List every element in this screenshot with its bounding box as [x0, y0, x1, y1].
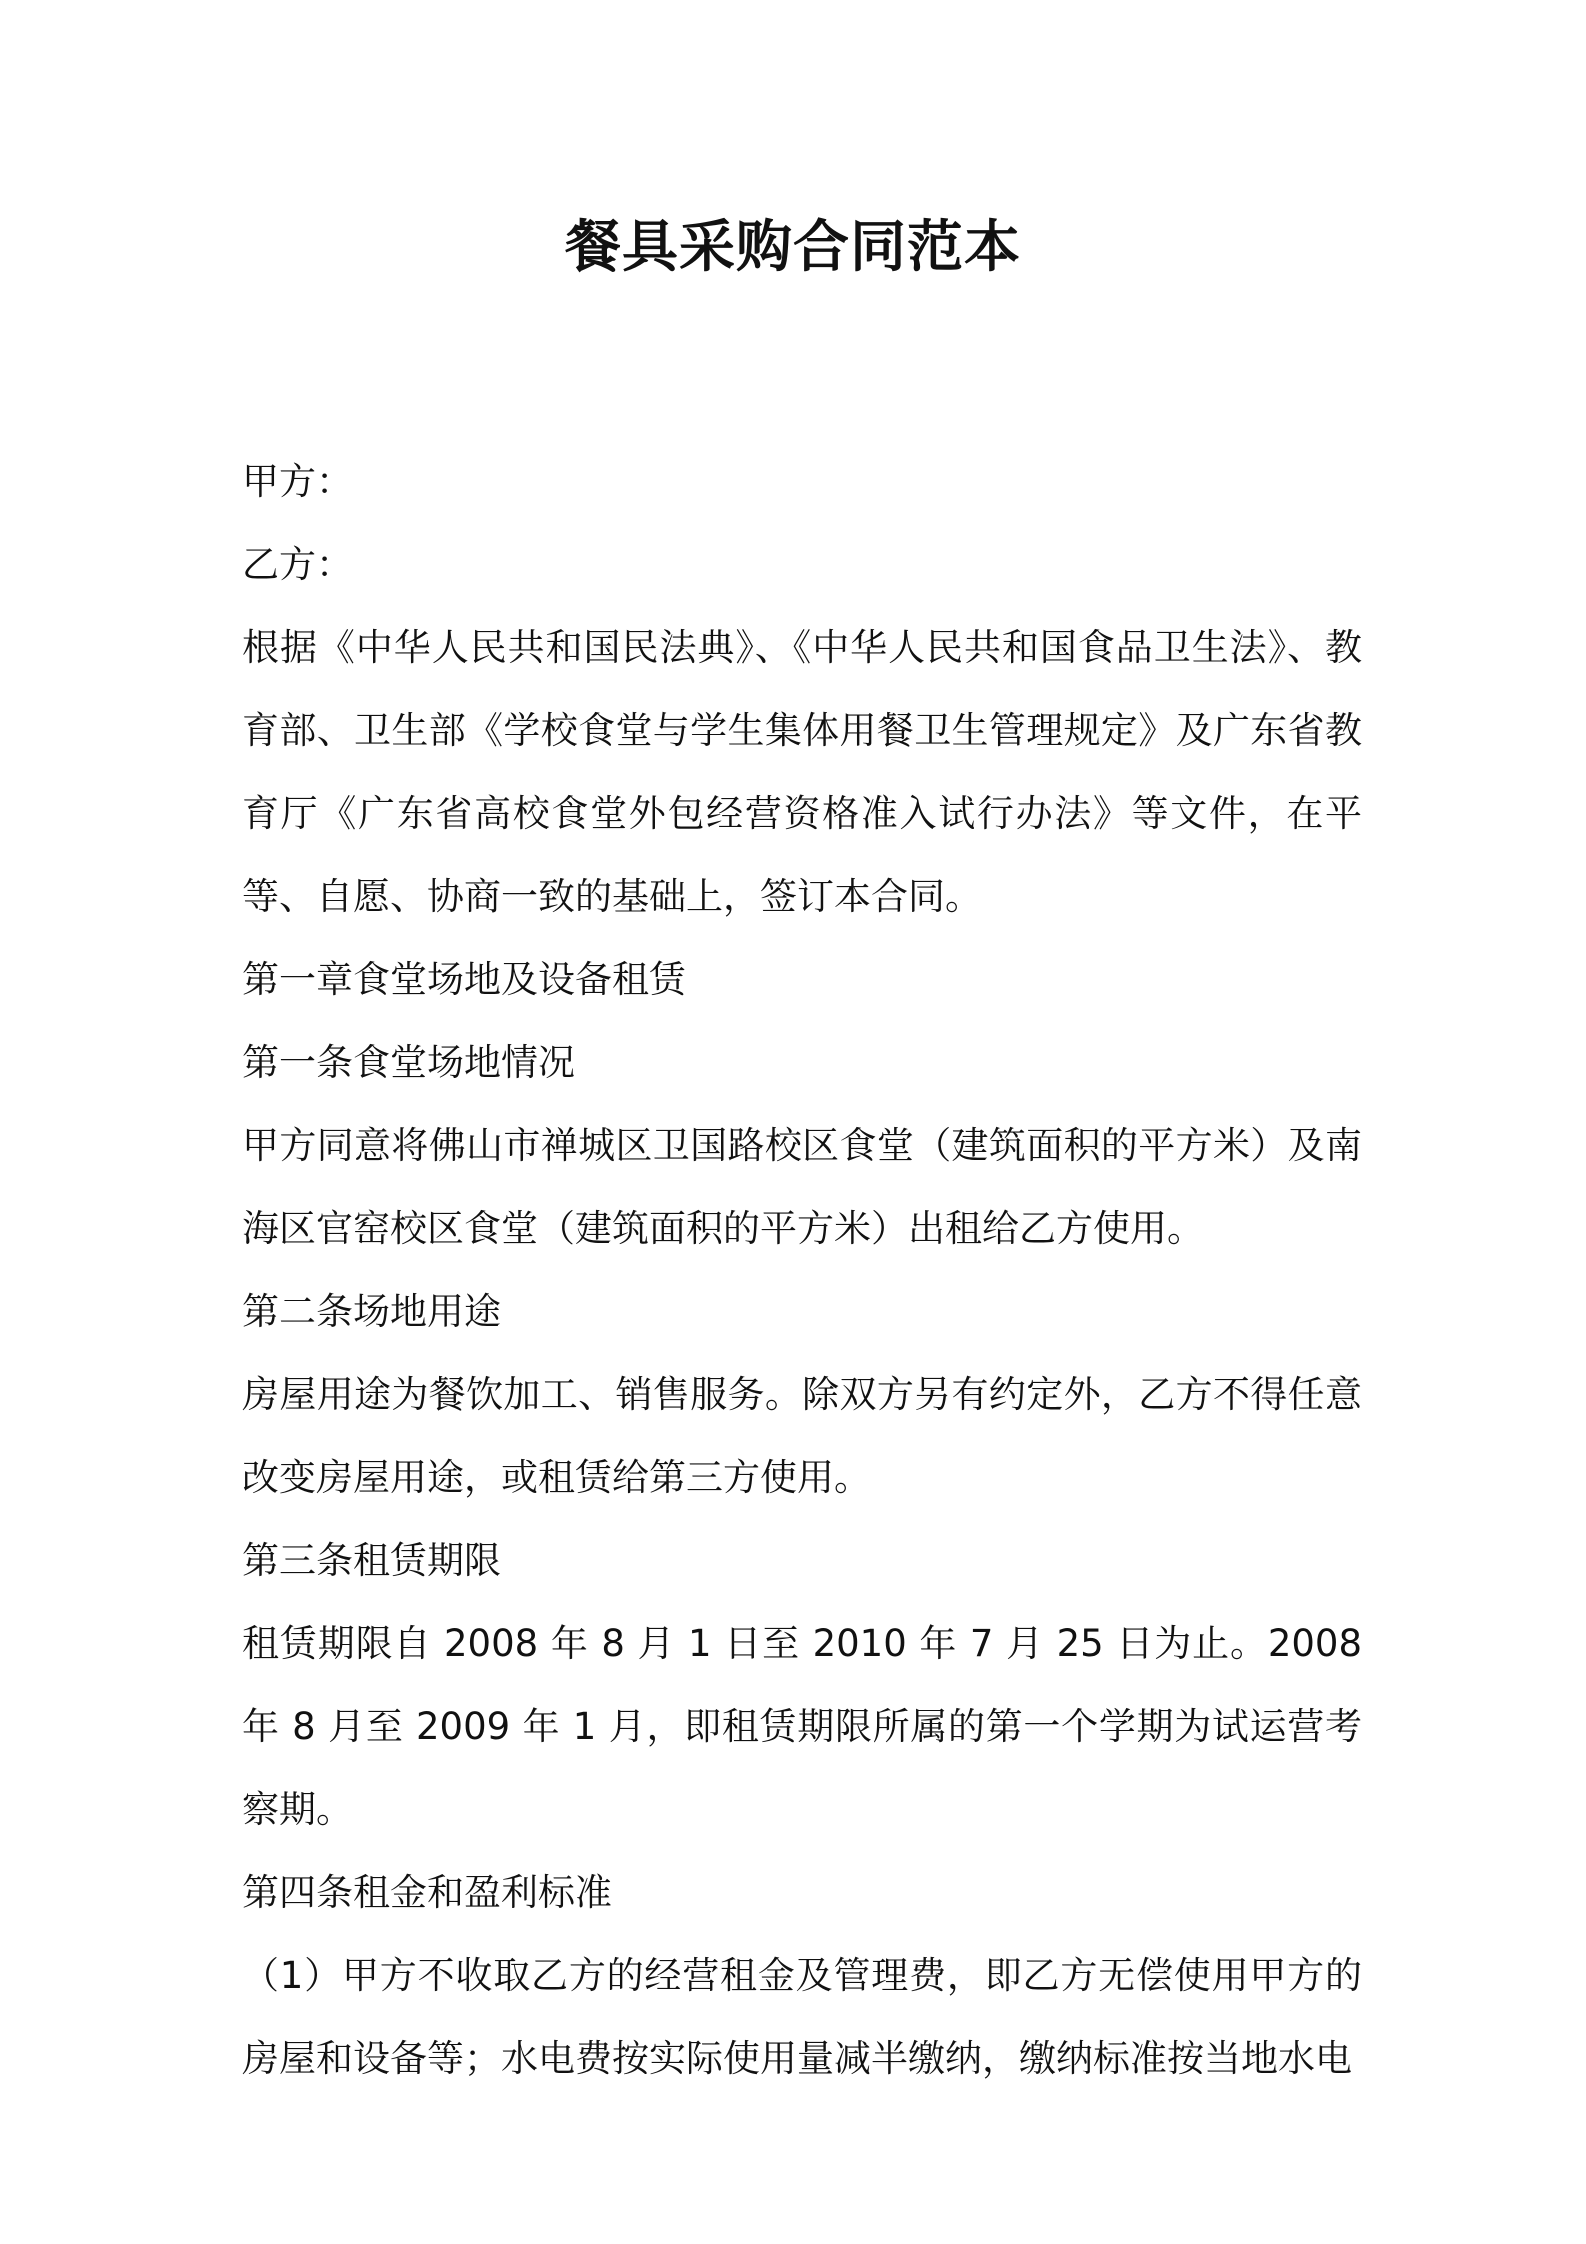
article-paragraph: 甲方同意将佛山市禅城区卫国路校区食堂（建筑面积的平方米）及南海区官窑校区食堂（建筑面积的平方米）出租给乙方使用。: [242, 1124, 1362, 1250]
article-heading: 第一条食堂场地情况: [242, 1041, 575, 1084]
chapter-heading: 第一章食堂场地及设备租赁: [242, 958, 686, 1001]
article-heading: 第二条场地用途: [242, 1290, 501, 1333]
article-heading: 第三条租赁期限: [242, 1539, 501, 1582]
preamble-paragraph: 根据《中华人民共和国民法典》、《中华人民共和国食品卫生法》、教育部、卫生部《学校食堂与学生集体用餐卫生管理规定》及广东省教育厅《广东省高校食堂外包经营资格准入试行办法》等文件，在平等、自愿、协商一致的基础上，签订本合同。: [242, 626, 1362, 918]
article-paragraph: （1）甲方不收取乙方的经营租金及管理费，即乙方无偿使用甲方的房屋和设备等；水电费按实际使用量减半缴纳，缴纳标准按当地水电: [242, 1954, 1362, 2080]
party-b-line: 乙方：: [242, 543, 353, 586]
article-paragraph: 租赁期限自 2008 年 8 月 1 日至 2010 年 7 月 25 日为止。2008 年 8 月至 2009 年 1 月，即租赁期限所属的第一个学期为试运营考察期。: [242, 1622, 1362, 1831]
party-a-line: 甲方：: [242, 460, 353, 503]
document-title: 餐具采购合同范本: [565, 215, 1021, 280]
document-body: [242, 440, 1362, 2100]
article-heading: 第四条租金和盈利标准: [242, 1871, 612, 1914]
article-paragraph: 房屋用途为餐饮加工、销售服务。除双方另有约定外，乙方不得任意改变房屋用途，或租赁给第三方使用。: [242, 1373, 1362, 1499]
